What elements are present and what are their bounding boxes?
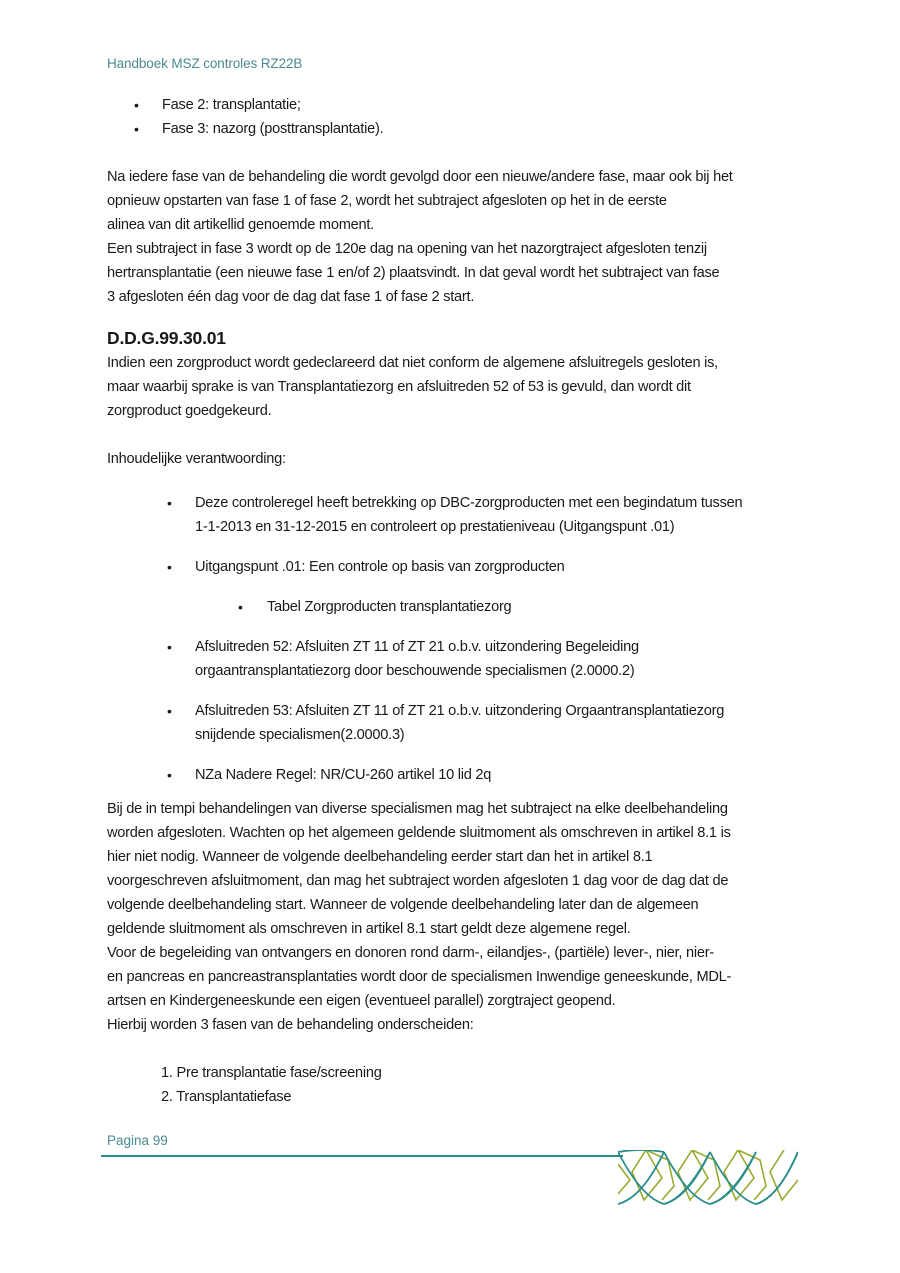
text-line: alinea van dit artikellid genoemde moment.: [107, 217, 374, 233]
text-line: orgaantransplantatiezorg door beschouwende specialismen (2.0000.2): [195, 663, 635, 679]
bullet-icon: •: [167, 495, 172, 511]
phase-ordered-list: [107, 1061, 807, 1109]
bullet-icon: •: [134, 97, 139, 113]
text-line: artsen en Kindergeneeskunde een eigen (eventueel parallel) zorgtraject geopend.: [107, 993, 616, 1009]
list-item: [107, 93, 807, 117]
list-item: [107, 763, 807, 787]
list-item: [107, 699, 807, 747]
list-item-nested: [107, 595, 807, 619]
list-item-text: Fase 3: nazorg (posttransplantatie).: [162, 121, 384, 137]
text-line: worden afgesloten. Wachten op het algemeen geldende sluitmoment als omschreven in artikel 8.1 is: [107, 825, 731, 841]
text-line: snijdende specialismen(2.0000.3): [195, 727, 405, 743]
decorative-ornament-icon: [618, 1150, 798, 1206]
page-number: Pagina 99: [107, 1133, 168, 1148]
text-line: 3 afgesloten één dag voor de dag dat fase 1 of fase 2 start.: [107, 289, 475, 305]
text-line: Afsluitreden 52: Afsluiten ZT 11 of ZT 21 o.b.v. uitzondering Begeleiding: [195, 639, 639, 655]
section-subheading: Inhoudelijke verantwoording:: [107, 451, 286, 467]
text-line: Tabel Zorgproducten transplantatiezorg: [267, 599, 512, 615]
text-line: 1-1-2013 en 31-12-2015 en controleert op prestatieniveau (Uitgangspunt .01): [195, 519, 675, 535]
text-line: Na iedere fase van de behandeling die wordt gevolgd door een nieuwe/andere fase, maar ook bij het: [107, 169, 733, 185]
list-item: 2. Transplantatiefase: [161, 1089, 292, 1105]
bullet-icon: •: [134, 121, 139, 137]
text-line: Bij de in tempi behandelingen van diverse specialismen mag het subtraject na elke deelbehandeling: [107, 801, 728, 817]
running-header: Handboek MSZ controles RZ22B: [107, 56, 303, 71]
text-line: maar waarbij sprake is van Transplantatiezorg en afsluitreden 52 of 53 is gevuld, dan wordt dit: [107, 379, 691, 395]
text-line: NZa Nadere Regel: NR/CU-260 artikel 10 lid 2q: [195, 767, 492, 783]
section-heading: D.D.G.99.30.01: [107, 328, 226, 348]
list-item: [107, 117, 807, 141]
text-line: Uitgangspunt .01: Een controle op basis van zorgproducten: [195, 559, 565, 575]
text-line: Voor de begeleiding van ontvangers en donoren rond darm-, eilandjes-, (partiële) lever-, nier, nier-: [107, 945, 714, 961]
text-line: Afsluitreden 53: Afsluiten ZT 11 of ZT 21 o.b.v. uitzondering Orgaantransplantatiezorg: [195, 703, 725, 719]
bullet-icon: •: [238, 599, 243, 615]
text-line: geldende sluitmoment als omschreven in artikel 8.1 start geldt deze algemene regel.: [107, 921, 631, 937]
list-item: [107, 555, 807, 579]
phase-bullet-list: [107, 93, 807, 141]
bullet-icon: •: [167, 639, 172, 655]
page-content: [107, 93, 807, 1109]
rationale-list: [107, 491, 807, 787]
text-line: voorgeschreven afsluitmoment, dan mag het subtraject worden afgesloten 1 dag voor de dag dat de: [107, 873, 729, 889]
text-line: Hierbij worden 3 fasen van de behandeling onderscheiden:: [107, 1017, 474, 1033]
list-item-text: Fase 2: transplantatie;: [162, 97, 301, 113]
text-line: Indien een zorgproduct wordt gedeclareerd dat niet conform de algemene afsluitregels gesloten is,: [107, 355, 718, 371]
footer-divider: [101, 1155, 623, 1157]
text-line: hertransplantatie (een nieuwe fase 1 en/of 2) plaatsvindt. In dat geval wordt het subtraject van fase: [107, 265, 720, 281]
bullet-icon: •: [167, 559, 172, 575]
bullet-icon: •: [167, 767, 172, 783]
text-line: en pancreas en pancreastransplantaties wordt door de specialismen Inwendige geneeskunde, MDL-: [107, 969, 732, 985]
text-line: Een subtraject in fase 3 wordt op de 120e dag na opening van het nazorgtraject afgesloten tenzij: [107, 241, 707, 257]
list-item: [107, 635, 807, 683]
list-item: 1. Pre transplantatie fase/screening: [161, 1065, 382, 1081]
paragraph-in-tempi: [107, 797, 807, 1037]
bullet-icon: •: [167, 703, 172, 719]
list-item: [107, 491, 807, 539]
text-line: Deze controleregel heeft betrekking op DBC-zorgproducten met een begindatum tussen: [195, 495, 743, 511]
text-line: volgende deelbehandeling start. Wanneer de volgende deelbehandeling later dan de algemeen: [107, 897, 699, 913]
text-line: opnieuw opstarten van fase 1 of fase 2, wordt het subtraject afgesloten op het in de eerste: [107, 193, 667, 209]
text-line: zorgproduct goedgekeurd.: [107, 403, 272, 419]
section-intro: [107, 351, 807, 423]
paragraph-closing-rules: [107, 165, 807, 309]
text-line: hier niet nodig. Wanneer de volgende deelbehandeling eerder start dan het in artikel 8.1: [107, 849, 653, 865]
